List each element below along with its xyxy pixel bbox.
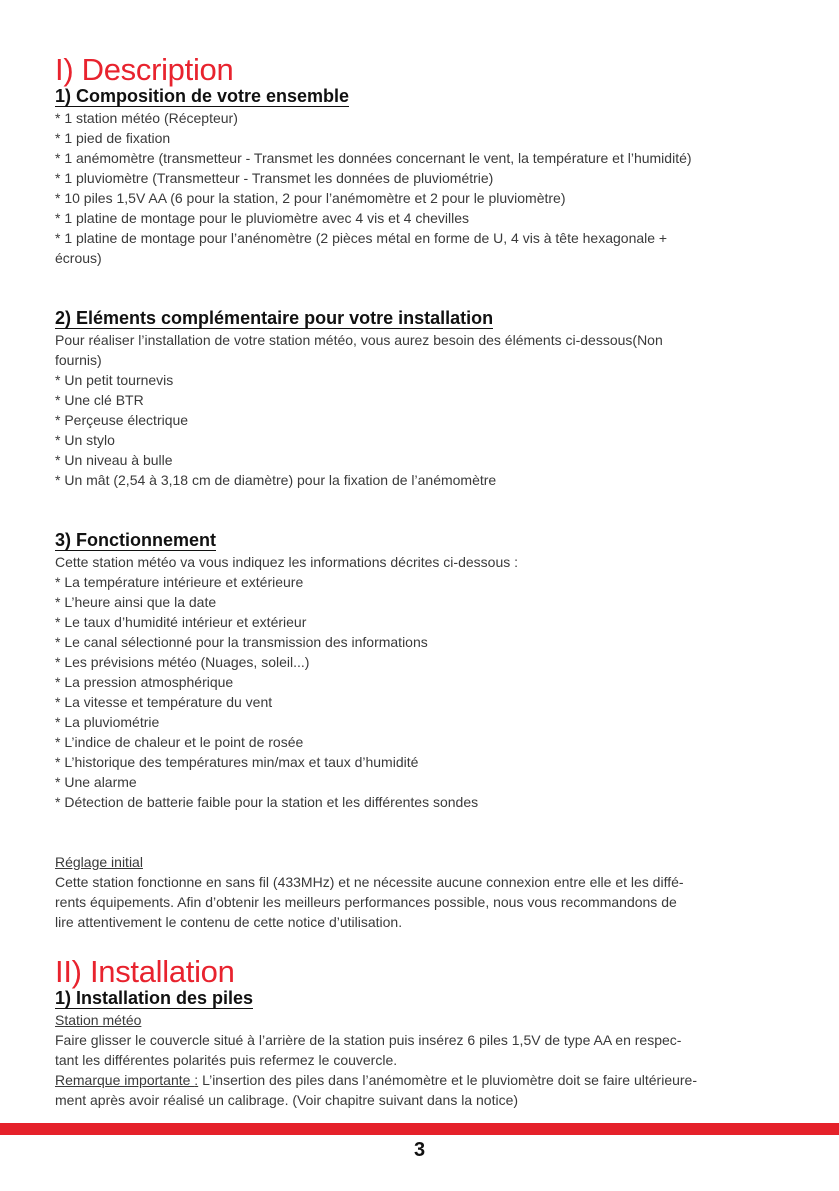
reglage-initial-heading: Réglage initial [55,854,143,870]
paragraph-line: fournis) [55,352,102,368]
list-item: * Le canal sélectionné pour la transmission des informations [55,634,428,650]
subsection-title-elements: 2) Eléments complémentaire pour votre installation [55,308,494,328]
paragraph-line: tant les différentes polarités puis refermez le couvercle. [55,1052,398,1068]
composition-list [55,108,785,268]
paragraph-line: rents équipements. Afin d’obtenir les meilleurs performances possible, nous vous recommandons de [55,894,677,910]
list-item: * 1 pied de fixation [55,130,171,146]
footer-bar [0,1123,839,1135]
list-item: écrous) [55,250,102,266]
list-item: * Perçeuse électrique [55,412,189,428]
paragraph-line: ment après avoir réalisé un calibrage. (Voir chapitre suivant dans la notice) [55,1092,519,1108]
list-item: * Le taux d’humidité intérieur et extérieur [55,614,307,630]
list-item: * La pluviométrie [55,714,160,730]
remark-text: L’insertion des piles dans l’anémomètre et le pluviomètre doit se faire ultérieure- [198,1072,697,1088]
list-item: * Un stylo [55,432,115,448]
list-item: * L’historique des températures min/max et taux d’humidité [55,754,419,770]
list-item: * 1 platine de montage pour l’anénomètre (2 pièces métal en forme de U, 4 vis à tête hexagonale + [55,230,668,246]
list-item: * L’indice de chaleur et le point de rosée [55,734,304,750]
list-item: * Une alarme [55,774,137,790]
paragraph-line: Pour réaliser l’installation de votre station météo, vous aurez besoin des éléments ci-dessous(Non [55,332,663,348]
reglage-initial-block [55,852,785,932]
paragraph-line: Faire glisser le couvercle situé à l’arrière de la station puis insérez 6 piles 1,5V de type AA en respec- [55,1032,682,1048]
list-item: * L’heure ainsi que la date [55,594,217,610]
list-item: * La température intérieure et extérieure [55,574,304,590]
document-page [55,54,785,1110]
list-item: * La pression atmosphérique [55,674,234,690]
section-title-description: I) Description [55,52,234,87]
station-meteo-heading: Station météo [55,1012,142,1028]
list-item: * Une clé BTR [55,392,144,408]
paragraph-line: lire attentivement le contenu de cette notice d’utilisation. [55,914,403,930]
paragraph-line: Cette station fonctionne en sans fil (433MHz) et ne nécessite aucune connexion entre elle et les diffé- [55,874,684,890]
list-item: * Un petit tournevis [55,372,174,388]
list-item: * Les prévisions météo (Nuages, soleil...) [55,654,310,670]
list-item: * 1 pluviomètre (Transmetteur - Transmet les données de pluviométrie) [55,170,494,186]
list-item: * 1 anémomètre (transmetteur - Transmet les données concernant le vent, la température et l’humidité) [55,150,692,166]
subsection-title-piles: 1) Installation des piles [55,988,254,1008]
list-item: * Détection de batterie faible pour la station et les différentes sondes [55,794,479,810]
paragraph-line: Cette station météo va vous indiquez les informations décrites ci-dessous : [55,554,519,570]
remark-label: Remarque importante [55,1072,195,1088]
list-item: * 1 platine de montage pour le pluviomètre avec 4 vis et 4 chevilles [55,210,470,226]
section-title-installation: II) Installation [55,954,235,989]
fonctionnement-list [55,552,785,812]
list-item: * Un mât (2,54 à 3,18 cm de diamètre) pour la fixation de l’anémomètre [55,472,497,488]
list-item: * 1 station météo (Récepteur) [55,110,238,126]
remark-colon: : [194,1072,199,1088]
subsection-title-composition: 1) Composition de votre ensemble [55,86,350,106]
elements-list [55,330,785,490]
subsection-title-fonctionnement: 3) Fonctionnement [55,530,216,550]
list-item: * Un niveau à bulle [55,452,173,468]
list-item: * La vitesse et température du vent [55,694,273,710]
piles-block [55,1010,785,1110]
page-number: 3 [413,1139,426,1161]
remark-line [55,1070,785,1090]
list-item: * 10 piles 1,5V AA (6 pour la station, 2 pour l’anémomètre et 2 pour le pluviomètre) [55,190,566,206]
